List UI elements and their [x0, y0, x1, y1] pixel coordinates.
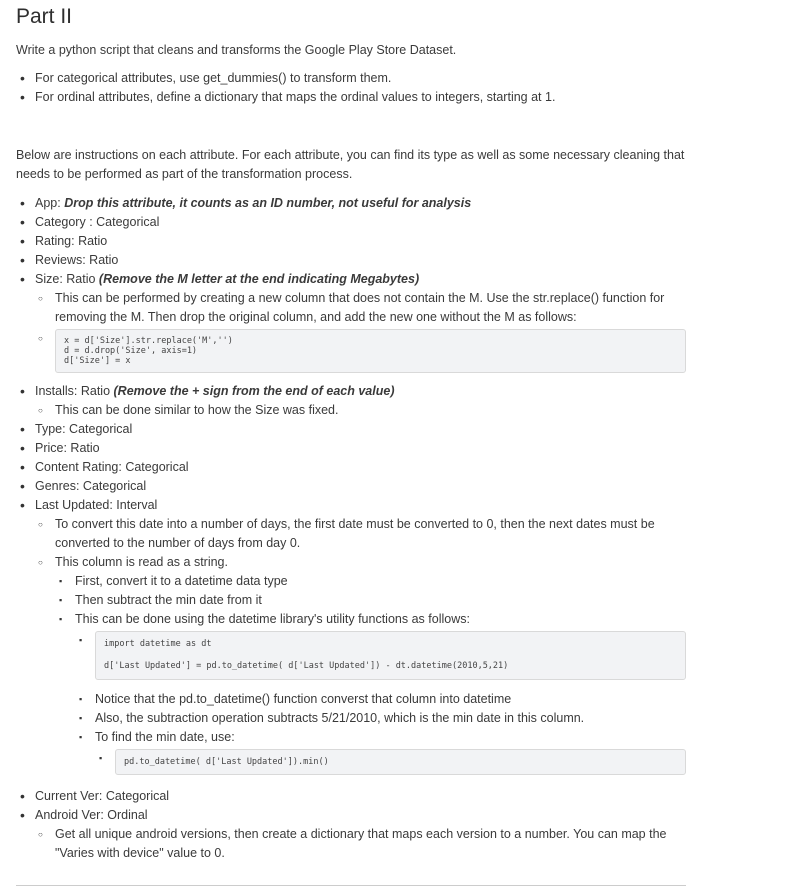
code-line-import: ▪ import datetime as dt — [104, 639, 212, 649]
attr-installs-label: Installs: Ratio — [35, 384, 114, 398]
last-updated-string-note — [35, 553, 686, 775]
rules-list — [16, 69, 686, 107]
size-explanation: ○ This can be performed by creating a new column that does not contain the M. Use the str.replace() function for removing the M. Then drop the original column, and add the new one without the M as follows: — [35, 289, 686, 327]
attribute-list — [16, 194, 686, 863]
step-convert: ▪ First, convert it to a datetime data type — [55, 572, 686, 591]
size-code-block: ○ x = d['Size'].str.replace('M','') d = d.drop('Size', axis=1) d['Size'] = x — [55, 329, 686, 373]
attr-app-note: Drop this attribute, it counts as an ID number, not useful for analysis — [64, 196, 472, 210]
installs-explanation: ○ This can be done similar to how the Size was fixed. — [35, 401, 686, 420]
datetime-sublist — [75, 631, 686, 680]
bottom-divider — [16, 885, 686, 886]
step-datetime-text: This can be done using the datetime library's utility functions as follows: — [75, 612, 470, 626]
attr-last-updated-label: Last Updated: Interval — [35, 498, 158, 512]
rule-item: • For categorical attributes, use get_dummies() to transform them. — [16, 69, 686, 88]
attr-content-rating: • Content Rating: Categorical — [16, 458, 686, 477]
document — [16, 0, 686, 863]
attr-installs — [16, 382, 686, 420]
step-datetime — [55, 610, 686, 775]
attr-last-updated — [16, 496, 686, 775]
instructions-text: Below are instructions on each attribute. For each attribute, you can find its type as well as some necessary cleaning that needs to be performed as part of the transformation process. — [16, 148, 685, 181]
android-ver-sublist — [35, 825, 686, 863]
attr-type: • Type: Categorical — [16, 420, 686, 439]
rule-item: • For ordinal attributes, define a dictionary that maps the ordinal values to integers, starting at 1. — [16, 88, 686, 107]
attr-android-ver — [16, 806, 686, 863]
attr-size-note: (Remove the M letter at the end indicating Megabytes) — [98, 272, 420, 286]
attr-installs-note: (Remove the + sign from the end of each value) — [113, 384, 395, 398]
size-code-item — [35, 329, 686, 373]
datetime-code-item — [75, 631, 686, 680]
datetime-notes — [75, 690, 686, 775]
size-sublist — [35, 289, 686, 373]
attr-reviews: • Reviews: Ratio — [16, 251, 686, 270]
attr-category: • Category : Categorical — [16, 213, 686, 232]
min-date-code-item — [95, 749, 686, 775]
note-subtraction: ▪ Also, the subtraction operation subtracts 5/21/2010, which is the min date in this column. — [75, 709, 686, 728]
note-min-date-text: To find the min date, use: — [95, 730, 235, 744]
attr-size-label: Size: Ratio — [35, 272, 99, 286]
attr-size — [16, 270, 686, 373]
min-date-sublist — [95, 749, 686, 775]
attr-current-ver: • Current Ver: Categorical — [16, 787, 686, 806]
attr-app — [16, 194, 686, 213]
attr-price: • Price: Ratio — [16, 439, 686, 458]
note-min-date — [75, 728, 686, 775]
attr-genres: • Genres: Categorical — [16, 477, 686, 496]
last-updated-steps — [55, 572, 686, 775]
android-ver-explanation: ○ Get all unique android versions, then create a dictionary that maps each version to a number. You can map the "Varies with device" value to 0. — [35, 825, 686, 863]
last-updated-sublist — [35, 515, 686, 775]
intro-text: Write a python script that cleans and transforms the Google Play Store Dataset. — [16, 43, 457, 57]
last-updated-string-text: This column is read as a string. — [55, 555, 228, 569]
datetime-code-block — [95, 631, 686, 680]
installs-sublist — [35, 401, 686, 420]
min-date-code-block: ▪ pd.to_datetime( d['Last Updated']).min() — [115, 749, 686, 775]
note-converst: ▪ Notice that the pd.to_datetime() function converst that column into datetime — [75, 690, 686, 709]
attr-android-ver-label: Android Ver: Ordinal — [35, 808, 148, 822]
attr-app-label: App: — [35, 196, 65, 210]
last-updated-explanation: ○ To convert this date into a number of days, the first date must be converted to 0, then the next dates must be converted to the number of days from day 0. — [35, 515, 686, 553]
attr-rating: • Rating: Ratio — [16, 232, 686, 251]
code-line-assign: d['Last Updated'] = pd.to_datetime( d['Last Updated']) - dt.datetime(2010,5,21) — [104, 661, 509, 671]
page-title: Part II — [16, 5, 73, 28]
step-subtract: ▪ Then subtract the min date from it — [55, 591, 686, 610]
